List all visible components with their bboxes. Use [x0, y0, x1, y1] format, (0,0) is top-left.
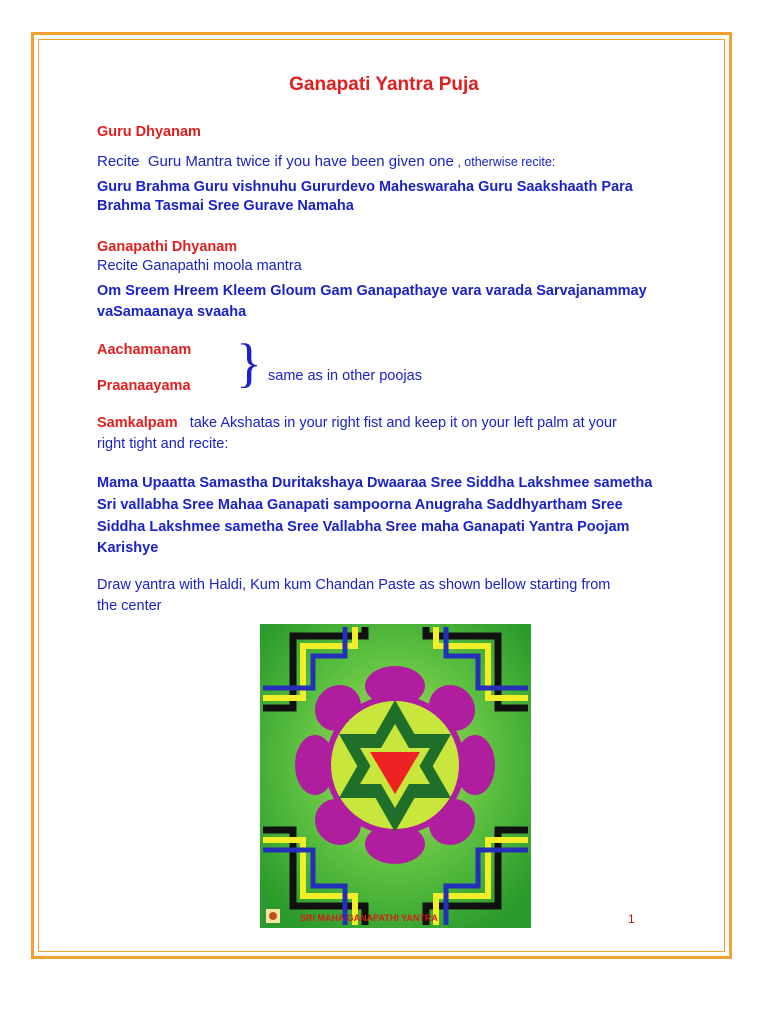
grouping-brace: }	[236, 333, 262, 393]
samkalpam-line2: right tight and recite:	[97, 436, 229, 452]
guru-instruction-main: Recite Guru Mantra twice if you have been given one	[97, 153, 454, 170]
aachamanam-label: Aachamanam	[97, 342, 192, 358]
samkalpam-line1	[97, 413, 697, 434]
guru-mantra-line1: Guru Brahma Guru vishnuhu Gururdevo Maheswaraha Guru Saakshaath Para	[97, 179, 633, 195]
guru-mantra-line2: Brahma Tasmai Sree Gurave Namaha	[97, 198, 354, 214]
draw-instruction-line2: the center	[97, 598, 162, 614]
ganapathi-mantra-line1: Om Sreem Hreem Kleem Gloum Gam Ganapathaye vara varada Sarvajanammay	[97, 283, 647, 299]
ganapathi-instruction: Recite Ganapathi moola mantra	[97, 258, 302, 274]
ganapathi-dhyanam-heading: Ganapathi Dhyanam	[97, 239, 238, 255]
guru-dhyanam-heading: Guru Dhyanam	[97, 124, 201, 140]
same-as-other-poojas-note: same as in other poojas	[268, 368, 422, 384]
page-number: 1	[628, 912, 635, 926]
samkalpam-heading: Samkalpam	[97, 415, 178, 431]
ganapathi-mantra-line2: vaSamaanaya svaaha	[97, 304, 247, 320]
ganapathi-yantra-image	[260, 624, 531, 928]
yantra-caption: SRI MAHA GANAPATHI YANTRA	[300, 913, 438, 923]
samkalpam-mantra-line3: Siddha Lakshmee sametha Sree Vallabha Sree maha Ganapati Yantra Poojam	[97, 519, 630, 535]
samkalpam-instruction: take Akshatas in your right fist and keep it on your left palm at your	[177, 415, 617, 431]
praanaayama-label: Praanaayama	[97, 378, 191, 394]
guru-instruction	[97, 151, 697, 173]
guru-instruction-tail: , otherwise recite:	[453, 155, 556, 169]
emblem-dot	[269, 912, 277, 920]
page-title: Ganapati Yantra Puja	[289, 74, 479, 95]
samkalpam-mantra-line4: Karishye	[97, 540, 159, 556]
samkalpam-mantra-line1: Mama Upaatta Samastha Duritakshaya Dwaaraa Sree Siddha Lakshmee sametha	[97, 475, 653, 491]
samkalpam-mantra-line2: Sri vallabha Sree Mahaa Ganapati sampoorna Anugraha Saddhyartham Sree	[97, 497, 623, 513]
draw-instruction-line1: Draw yantra with Haldi, Kum kum Chandan Paste as shown bellow starting from	[97, 577, 611, 593]
